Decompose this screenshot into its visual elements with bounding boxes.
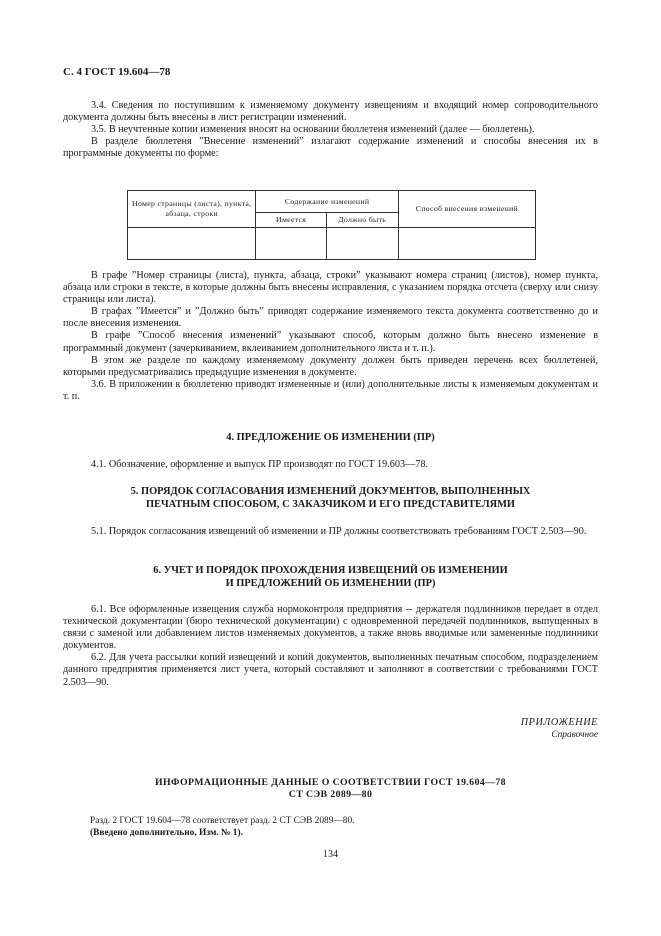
paragraph-bulletin-form: В разделе бюллетеня ”Внесение изменений” излагают содержание изменений и способы внесения их в программные документы по форме: [63, 136, 598, 160]
section-4-title: 4. ПРЕДЛОЖЕНИЕ ОБ ИЗМЕНЕНИИ (ПР) [226, 432, 435, 443]
section-6-text [63, 604, 598, 689]
table-cell-empty [326, 228, 398, 260]
table-cell-empty [256, 228, 326, 260]
paragraph-col3-explained: В графе ”Способ внесения изменений” указывают способ, которым должно быть внесено изменение в программный документ (зачеркиванием, вклеиванием дополнительного листа и т. п.). [63, 330, 598, 354]
info-data-title [63, 777, 598, 801]
section-6-title-line-2: И ПРЕДЛОЖЕНИЙ ОБ ИЗМЕНЕНИИ (ПР) [225, 577, 436, 589]
paragraph-col2-explained: В графах ”Имеется” и ”Должно быть” приводят содержание изменяемого текста документа соответственно до и после внесения изменения. [63, 306, 598, 330]
info-data-title-line-2: СТ СЭВ 2089—80 [288, 789, 373, 800]
paragraph-bulletin-list: В этом же разделе по каждому изменяемому документу должен быть приведен перечень всех бюллетеней, которыми предусматривались предыдущие изменения в документе. [63, 354, 598, 378]
table-cell-empty [398, 228, 535, 260]
paragraph-3-6: 3.6. В приложении к бюллетеню приводят измененные и (или) дополнительные листы к изменяемым документам и т. п. [63, 378, 598, 402]
appendix-subtitle: Справочное [551, 730, 598, 741]
table-header-content: Содержание изменений [256, 191, 398, 213]
info-amendment-note: (Введено дополнительно, Изм. № 1). [90, 828, 243, 838]
paragraph-3-5: 3.5. В неучтенные копии изменения вносят на основании бюллетеня изменений (далее — бюллетень). [91, 124, 535, 136]
paragraph-col1-explained: В графе ”Номер страницы (листа), пункта, абзаца, строки” указывают номера страниц (листов), номер пункта, абзаца или строки в тексте, в которые должны быть внесены исправления, с указанием порядка отсчета (сверху или снизу страницы или листа). [63, 270, 598, 306]
table-cell-empty [128, 228, 256, 260]
table-header-should-be: Должно быть [326, 213, 398, 228]
table-header-method: Способ внесения изменений [398, 191, 535, 228]
page-header: С. 4 ГОСТ 19.604—78 [63, 66, 171, 78]
table-header-exists: Имеется [256, 213, 326, 228]
section-3-text [63, 100, 598, 160]
table-explanation-text [63, 270, 598, 403]
paragraph-3-4: 3.4. Сведения по поступившим к изменяемому документу извещениям и входящий номер сопроводительного документа должны быть внесены в лист регистрации изменений. [63, 100, 598, 124]
info-correspondence: Разд. 2 ГОСТ 19.604—78 соответствует разд. 2 СТ СЭВ 2089—80. [90, 816, 355, 826]
section-5-title-line-1: 5. ПОРЯДОК СОГЛАСОВАНИЯ ИЗМЕНЕНИЙ ДОКУМЕНТОВ, ВЫПОЛНЕННЫХ [130, 486, 531, 497]
appendix-title: ПРИЛОЖЕНИЕ [520, 717, 598, 728]
section-5-text [63, 526, 598, 538]
section-6-title [63, 565, 598, 590]
info-data-title-line-1: ИНФОРМАЦИОННЫЕ ДАННЫЕ О СООТВЕТСТВИИ ГОСТ 19.604—78 [155, 777, 506, 788]
section-5-title [63, 486, 598, 511]
appendix-label [400, 717, 598, 741]
paragraph-5-1: 5.1. Порядок согласования извещений об изменении и ПР должны соответствовать требованиям ГОСТ 2.503—90. [91, 526, 587, 537]
table-header-page-number: Номер страницы (листа), пункта, абзаца, строки [128, 191, 256, 228]
paragraph-4-1: 4.1. Обозначение, оформление и выпуск ПР производят по ГОСТ 19.603—78. [91, 459, 428, 470]
page-number: 134 [323, 849, 338, 860]
section-6-title-line-1: 6. УЧЕТ И ПОРЯДОК ПРОХОЖДЕНИЯ ИЗВЕЩЕНИЙ ОБ ИЗМЕНЕНИИ [153, 565, 508, 576]
section-5-title-line-2: ПЕЧАТНЫМ СПОСОБОМ, С ЗАКАЗЧИКОМ И ЕГО ПРЕДСТАВИТЕЛЯМИ [146, 498, 515, 510]
paragraph-6-1: 6.1. Все оформленные извещения служба нормоконтроля предприятия -- держателя подлинников передает в отдел технической документации (бюро технической документации) с одновременной передачей подлинников, выпущенных в связи с заменой или добавлением листов изменяемых документов, а также вновь вводимые или замененные подлинники документов. [63, 604, 598, 652]
info-data-text [90, 815, 355, 839]
section-4-text [63, 459, 598, 471]
bulletin-form-table [127, 190, 536, 260]
paragraph-6-2: 6.2. Для учета рассылки копий извещений и копий документов, выполненных печатным способом, подразделением данного предприятия применяется лист учета, который составляют и заполняют в соответствии с требованиями ГОСТ 2.503—90. [63, 652, 598, 688]
